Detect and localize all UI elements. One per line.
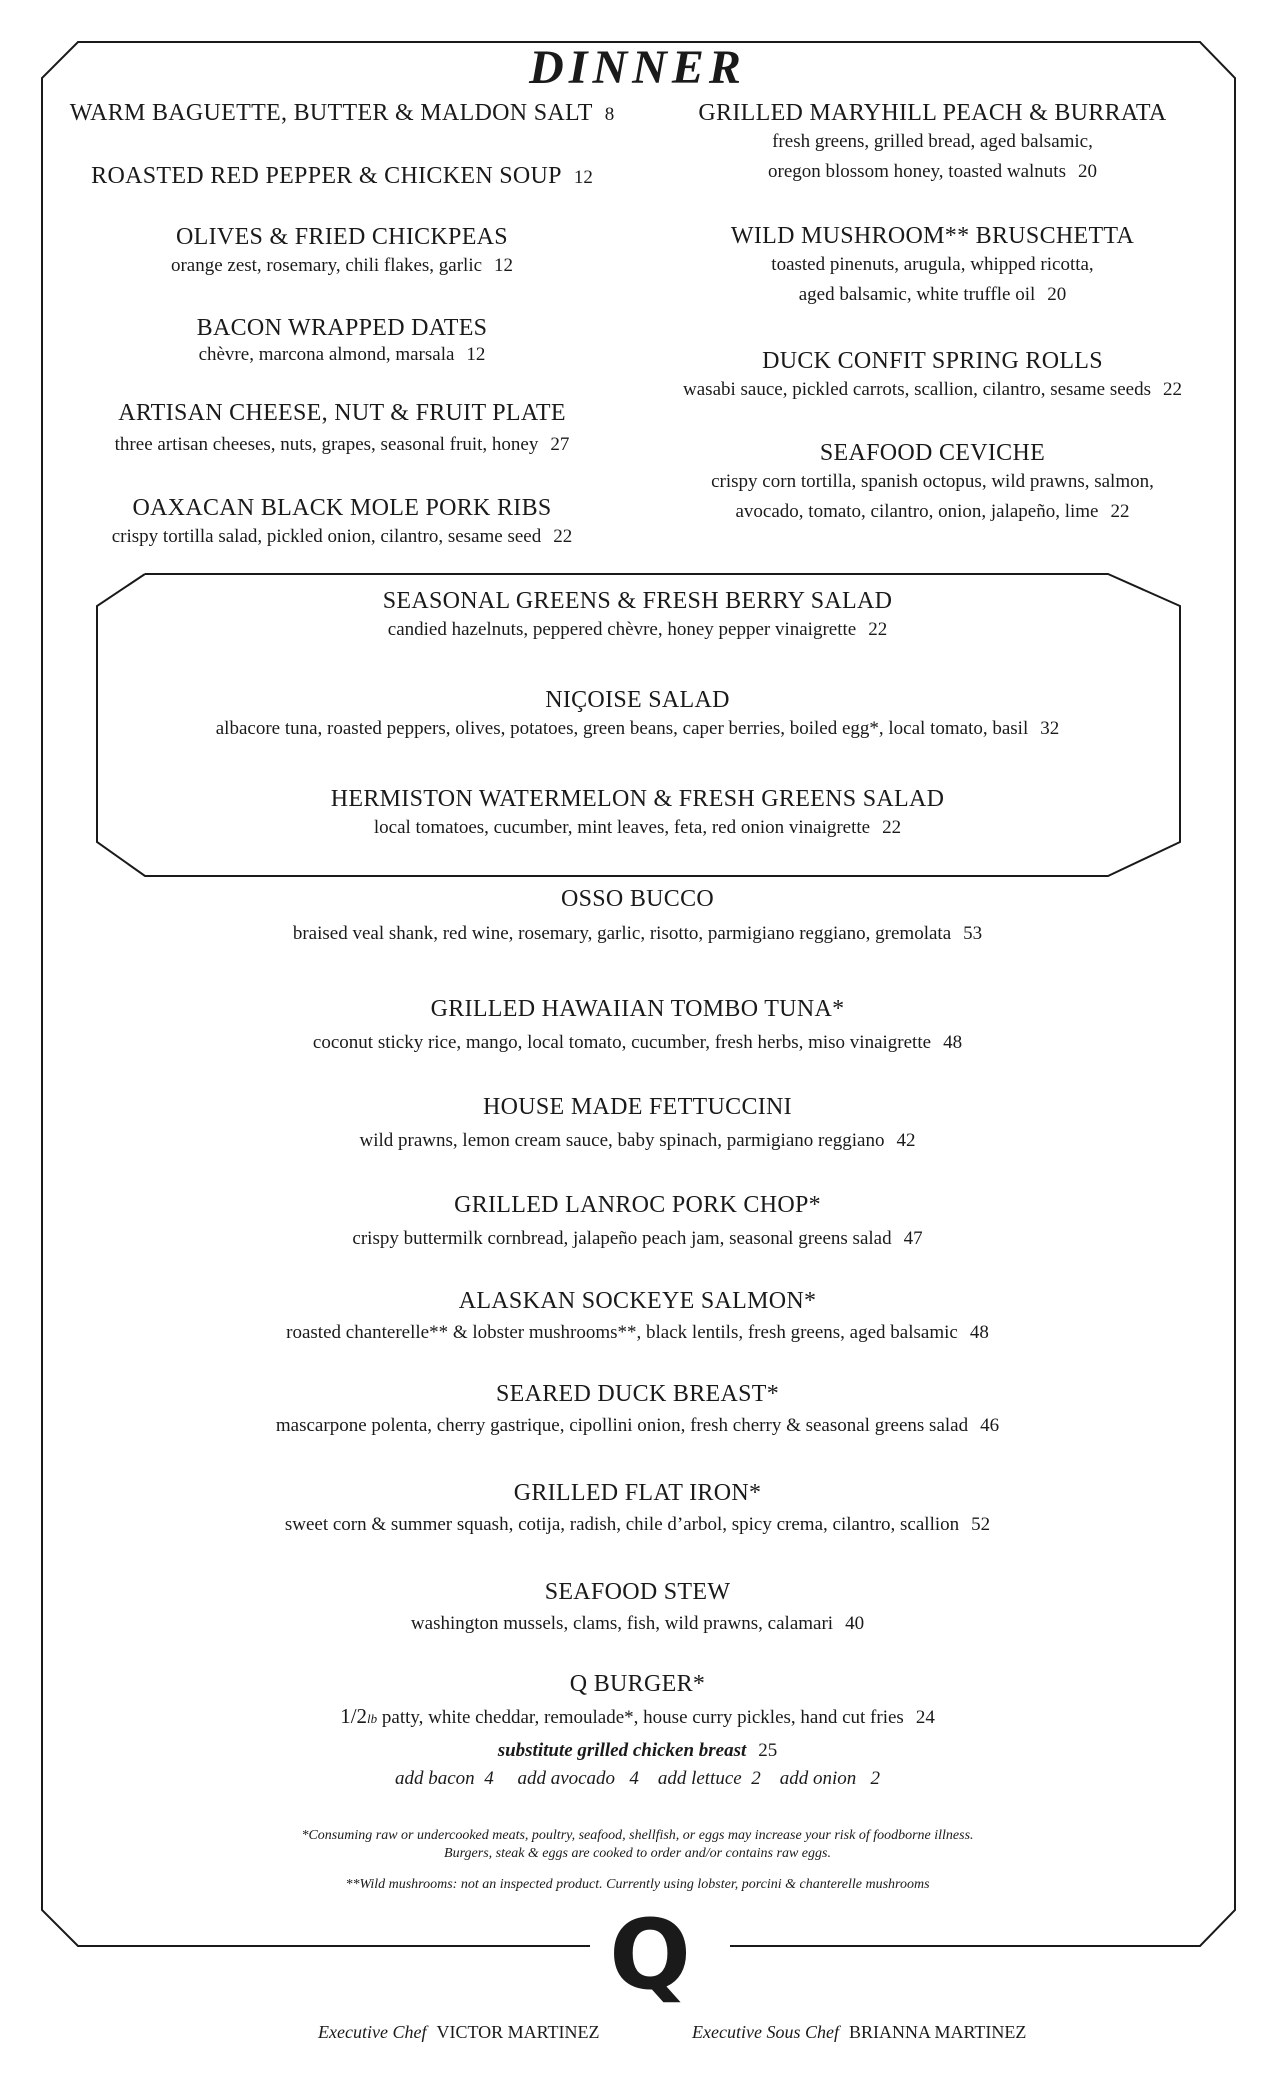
footnote-foodborne: *Consuming raw or undercooked meats, poultry, seafood, shellfish, or eggs may increase your risk of foodborne illness. [301, 1828, 974, 1843]
list-item [95, 687, 1180, 744]
list-item [95, 786, 1180, 843]
item-name: OSSO BUCCO [560, 886, 715, 912]
item-desc: avocado, tomato, cilantro, onion, jalapeño, lime [735, 501, 1099, 522]
addon-label: add bacon [395, 1768, 475, 1789]
item-desc: patty, white cheddar, remoulade*, house curry pickles, hand cut fries [381, 1707, 904, 1728]
list-item [630, 100, 1235, 187]
burger-item [0, 1671, 1275, 1793]
list-item [630, 348, 1235, 405]
executive-chef-label: Executive Chef [318, 2022, 427, 2042]
item-price: 22 [1162, 379, 1182, 400]
footnote-wild-mushrooms: **Wild mushrooms: not an inspected product. Currently using lobster, porcini & chanterelle mushrooms [345, 1877, 930, 1892]
sous-chef-name: BRIANNA MARTINEZ [848, 2022, 1027, 2042]
item-price: 22 [553, 526, 573, 547]
addon-item [780, 1768, 880, 1789]
item-desc: toasted pinenuts, arugula, whipped ricotta, [771, 254, 1094, 275]
item-name: GRILLED HAWAIIAN TOMBO TUNA* [430, 996, 845, 1022]
list-item [0, 1094, 1275, 1161]
item-desc: braised veal shank, red wine, rosemary, garlic, risotto, parmigiano reggiano, gremolata [292, 923, 952, 944]
list-item [42, 400, 642, 463]
q-logo [600, 1899, 700, 2011]
item-name: SEAFOOD STEW [544, 1579, 731, 1605]
list-item [42, 100, 642, 130]
list-item [0, 1288, 1275, 1351]
item-desc: local tomatoes, cucumber, mint leaves, feta, red onion vinaigrette [373, 817, 871, 838]
item-name: BACON WRAPPED DATES [196, 315, 488, 341]
addon-label: add lettuce [657, 1768, 742, 1789]
item-price: 8 [604, 104, 615, 125]
list-item [0, 1579, 1275, 1642]
list-item [42, 315, 642, 368]
item-name: WARM BAGUETTE, BUTTER & MALDON SALT [69, 100, 593, 126]
item-name: HOUSE MADE FETTUCCINI [483, 1094, 792, 1120]
substitute-label: substitute grilled chicken breast [497, 1740, 747, 1761]
item-name: WILD MUSHROOM** BRUSCHETTA [730, 223, 1135, 249]
item-desc: coconut sticky rice, mango, local tomato, cucumber, fresh herbs, miso vinaigrette [312, 1032, 932, 1053]
portion-unit: lb [367, 1711, 378, 1726]
item-name: SEARED DUCK BREAST* [495, 1381, 780, 1407]
item-desc: chèvre, marcona almond, marsala [198, 344, 455, 365]
menu-title: DINNER [529, 41, 746, 94]
portion-size: 1/2 [340, 1704, 368, 1728]
item-price: 20 [1047, 284, 1067, 305]
addon-price: 4 [629, 1768, 639, 1789]
list-item [0, 996, 1275, 1063]
item-name: ALASKAN SOCKEYE SALMON* [458, 1288, 817, 1314]
item-price: 22 [1110, 501, 1130, 522]
item-price: 53 [963, 923, 983, 944]
item-name: DUCK CONFIT SPRING ROLLS [762, 348, 1103, 374]
list-item [42, 163, 642, 193]
item-name: SEAFOOD CEVICHE [819, 440, 1046, 466]
addon-price: 2 [870, 1768, 880, 1789]
list-item [95, 588, 1180, 645]
item-desc: aged balsamic, white truffle oil [798, 284, 1036, 305]
item-price: 46 [980, 1415, 1000, 1436]
item-name: ARTISAN CHEESE, NUT & FRUIT PLATE [118, 400, 566, 426]
item-name: HERMISTON WATERMELON & FRESH GREENS SALAD [330, 786, 945, 812]
item-desc: crispy tortilla salad, pickled onion, cilantro, sesame seed [111, 526, 542, 547]
list-item [630, 440, 1235, 527]
item-desc: candied hazelnuts, peppered chèvre, honey pepper vinaigrette [387, 619, 857, 640]
item-price: 12 [494, 255, 514, 276]
item-name: NIÇOISE SALAD [545, 687, 730, 713]
executive-chef [318, 2022, 600, 2043]
item-price: 27 [550, 434, 570, 455]
item-desc: three artisan cheeses, nuts, grapes, seasonal fruit, honey [114, 434, 539, 455]
item-name: GRILLED FLAT IRON* [513, 1480, 762, 1506]
item-price: 20 [1077, 161, 1097, 182]
item-price: 12 [466, 344, 486, 365]
item-price: 32 [1040, 718, 1060, 739]
addon-item [395, 1768, 494, 1789]
item-desc: washington mussels, clams, fish, wild prawns, calamari [410, 1613, 834, 1634]
item-name: GRILLED LANROC PORK CHOP* [454, 1192, 821, 1218]
list-item [630, 223, 1235, 310]
executive-chef-name: VICTOR MARTINEZ [436, 2022, 600, 2042]
addon-price: 2 [751, 1768, 761, 1789]
item-name: OLIVES & FRIED CHICKPEAS [176, 224, 508, 250]
item-price: 22 [882, 817, 902, 838]
footnote-cooked-to-order: Burgers, steak & eggs are cooked to order and/or contains raw eggs. [444, 1846, 831, 1861]
addon-label: add avocado [517, 1768, 616, 1789]
item-desc: fresh greens, grilled bread, aged balsamic, [772, 131, 1093, 152]
addon-label: add onion [779, 1768, 857, 1789]
addon-item [658, 1768, 761, 1789]
item-desc: wasabi sauce, pickled carrots, scallion, cilantro, sesame seeds [683, 379, 1151, 400]
item-desc: sweet corn & summer squash, cotija, radish, chile d’arbol, spicy crema, cilantro, scallion [284, 1514, 960, 1535]
item-price: 40 [845, 1613, 865, 1634]
item-name: SEASONAL GREENS & FRESH BERRY SALAD [382, 588, 893, 614]
list-item [42, 495, 642, 552]
item-price: 48 [969, 1322, 989, 1343]
list-item [0, 1192, 1275, 1259]
item-name: OAXACAN BLACK MOLE PORK RIBS [132, 495, 552, 521]
addon-price: 4 [484, 1768, 494, 1789]
item-desc: oregon blossom honey, toasted walnuts [768, 161, 1066, 182]
item-price: 47 [903, 1228, 923, 1249]
item-name: ROASTED RED PEPPER & CHICKEN SOUP [91, 163, 562, 189]
list-item [0, 1480, 1275, 1543]
item-desc: orange zest, rosemary, chili flakes, garlic [170, 255, 483, 276]
item-price: 42 [896, 1130, 916, 1151]
list-item [0, 886, 1275, 955]
logo-letter: Q [609, 1899, 691, 2011]
item-desc: crispy buttermilk cornbread, jalapeño peach jam, seasonal greens salad [352, 1228, 892, 1249]
substitute-price: 25 [758, 1740, 778, 1761]
sous-chef-label: Executive Sous Chef [692, 2022, 839, 2042]
item-desc: mascarpone polenta, cherry gastrique, cipollini onion, fresh cherry & seasonal greens salad [275, 1415, 969, 1436]
item-name: GRILLED MARYHILL PEACH & BURRATA [698, 100, 1167, 126]
item-price: 24 [915, 1707, 935, 1728]
item-price: 22 [868, 619, 888, 640]
addon-item [517, 1768, 638, 1789]
list-item [42, 224, 642, 281]
executive-sous-chef [692, 2022, 1026, 2043]
item-desc: roasted chanterelle** & lobster mushrooms**, black lentils, fresh greens, aged balsamic [286, 1322, 958, 1343]
item-price: 12 [573, 167, 593, 188]
item-price: 52 [971, 1514, 991, 1535]
item-name: Q BURGER* [569, 1671, 706, 1697]
item-desc: albacore tuna, roasted peppers, olives, potatoes, green beans, caper berries, boiled egg*, local tomato, basil [215, 718, 1029, 739]
list-item [0, 1381, 1275, 1444]
item-desc: crispy corn tortilla, spanish octopus, wild prawns, salmon, [711, 471, 1154, 492]
item-desc: wild prawns, lemon cream sauce, baby spinach, parmigiano reggiano [359, 1130, 885, 1151]
item-price: 48 [943, 1032, 963, 1053]
addon-list [0, 1765, 1275, 1793]
